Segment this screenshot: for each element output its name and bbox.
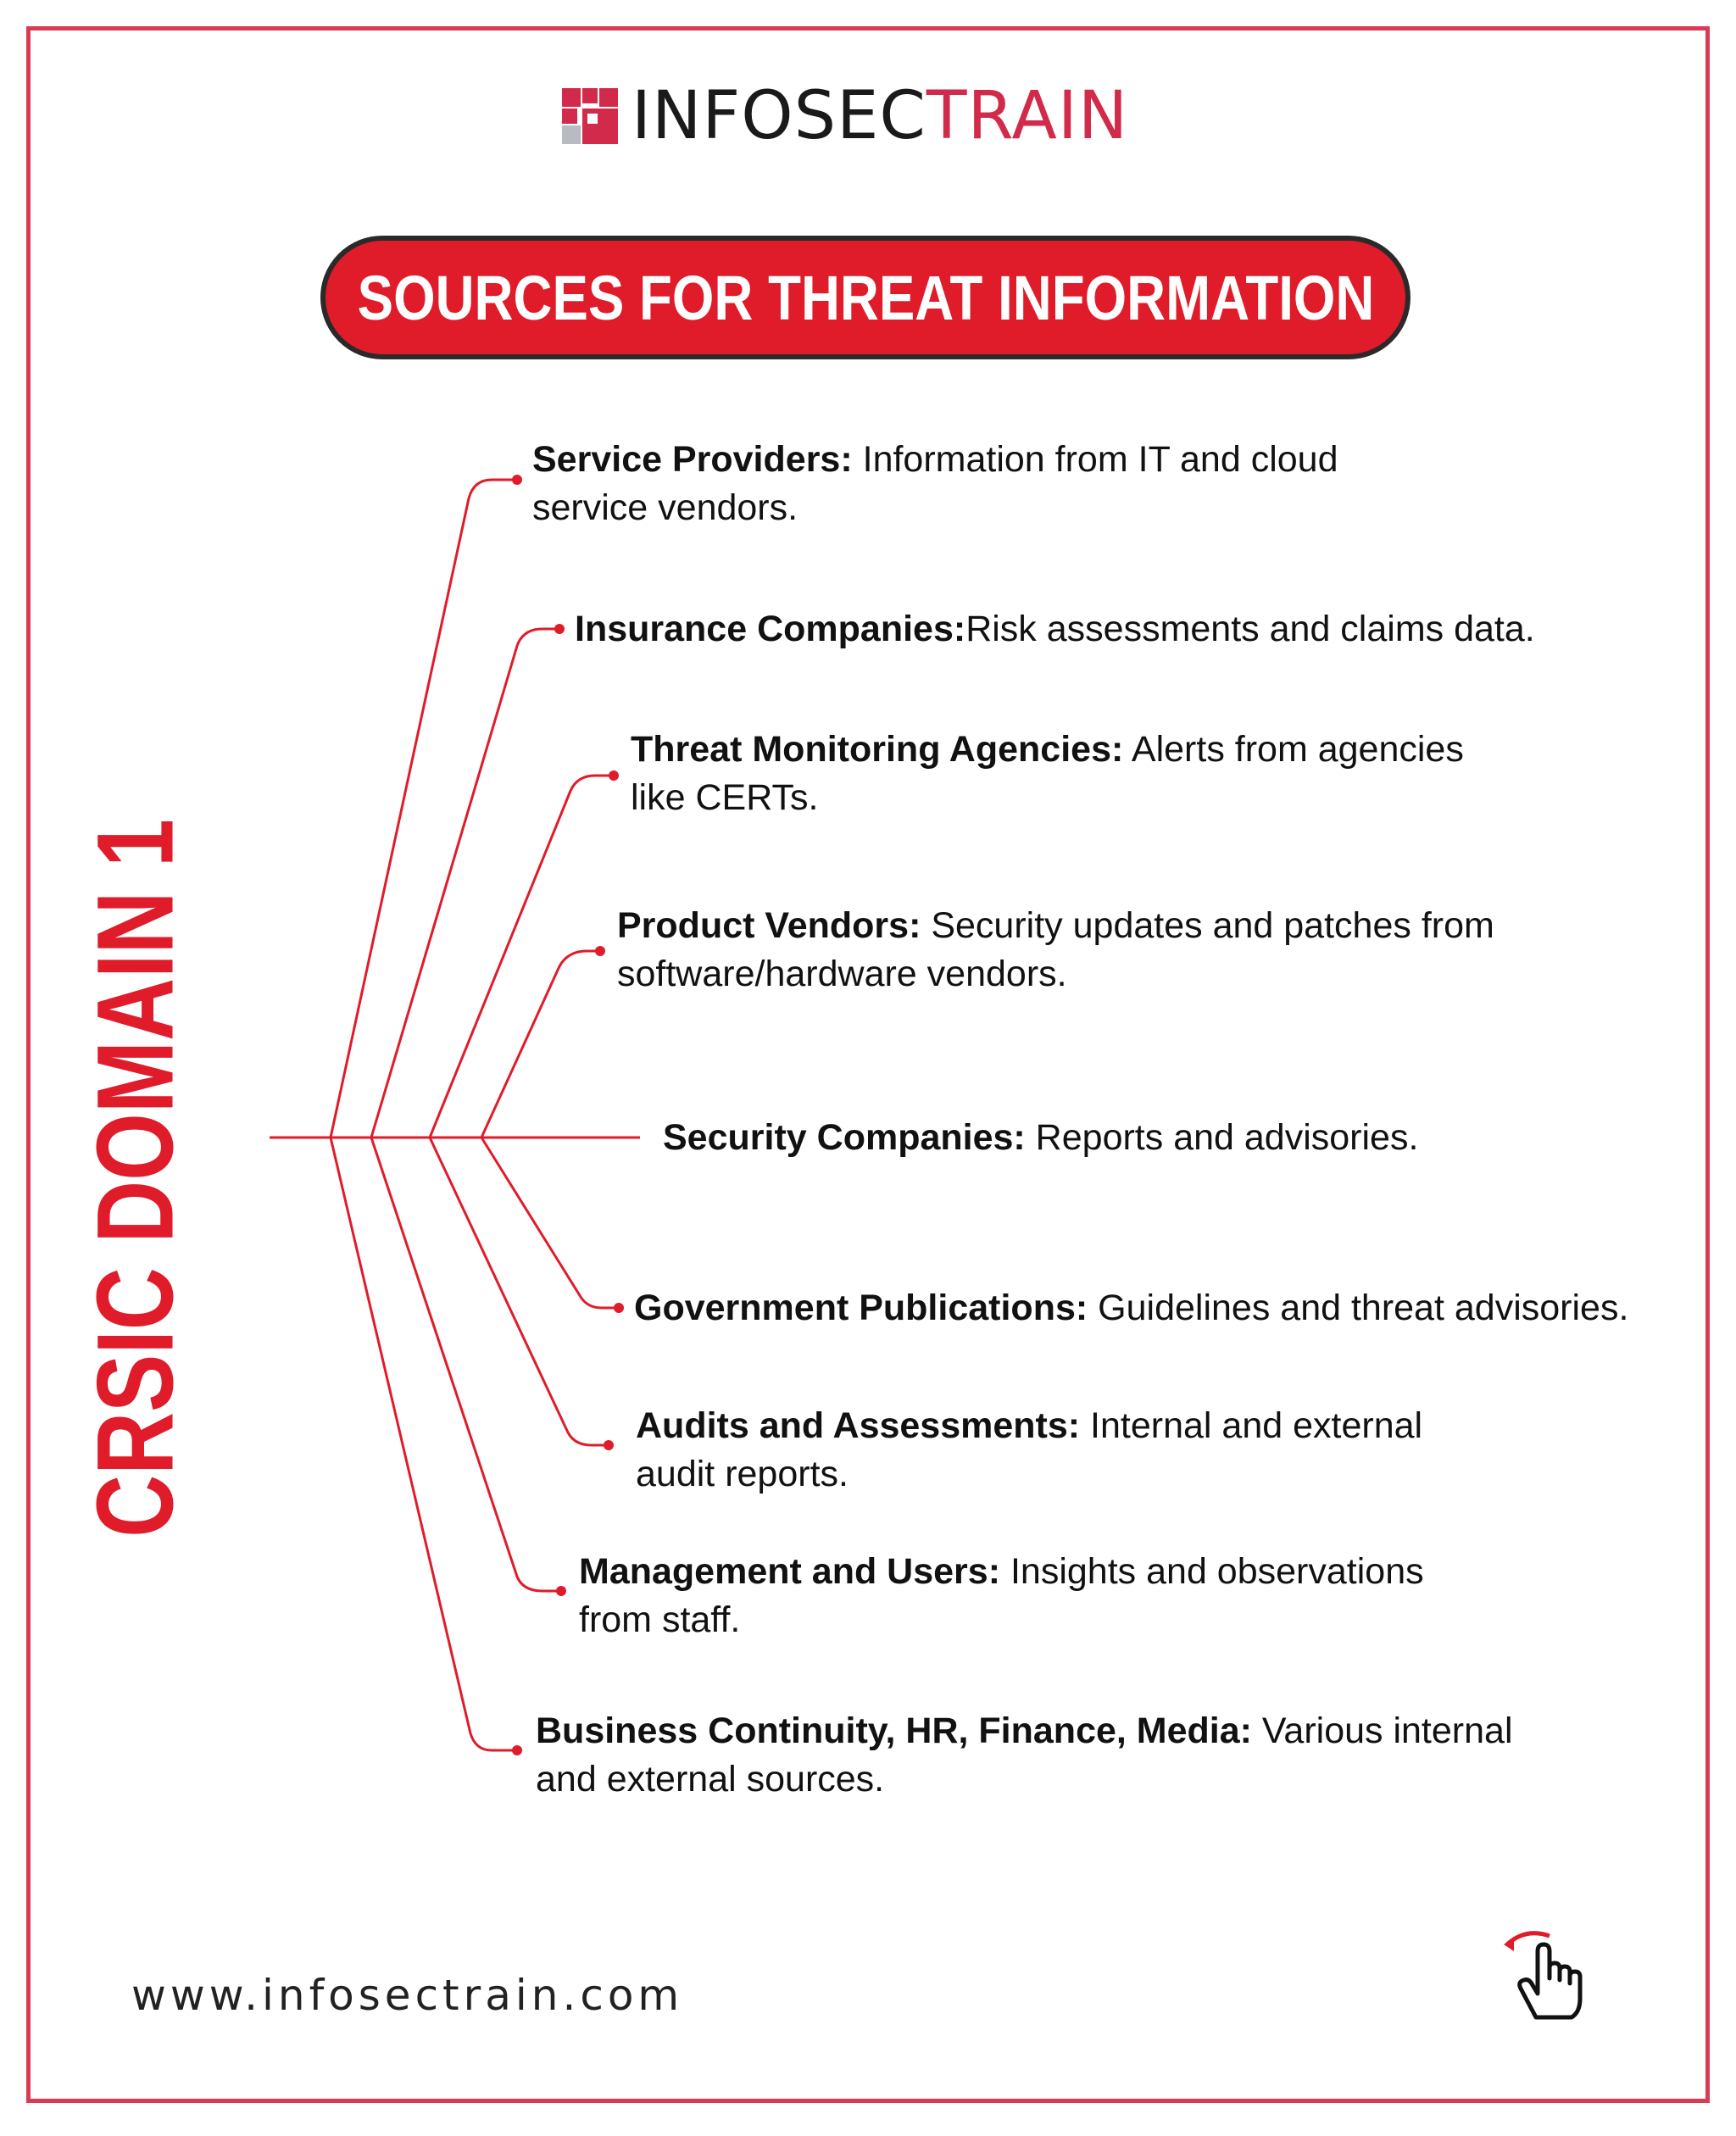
branch-6	[481, 1138, 619, 1308]
branch-2	[371, 629, 559, 1138]
branch-8	[371, 1138, 561, 1591]
list-item: Business Continuity, HR, Finance, Media: Various internal and external sources.	[536, 1710, 1513, 1799]
list-item: Audits and Assessments: Internal and external audit reports.	[636, 1405, 1423, 1494]
list-item: Threat Monitoring Agencies: Alerts from agencies like CERTs.	[631, 729, 1464, 818]
branch-4	[481, 951, 600, 1138]
node-dot	[512, 1745, 522, 1755]
footer-url[interactable]: www.infosectrain.com	[131, 1971, 684, 2020]
branch-1	[331, 480, 517, 1138]
list-item: Management and Users: Insights and observations from staff.	[579, 1551, 1424, 1640]
list-item: Service Providers: Information from IT and cloud service vendors.	[532, 439, 1338, 528]
page-title: SOURCES FOR THREAT INFORMATION	[357, 262, 1374, 333]
logo-wordmark: INFOSECTRAIN	[632, 78, 1129, 154]
node-dot	[609, 770, 619, 781]
node-dot	[614, 1303, 624, 1313]
list-item: Product Vendors: Security updates and patches from software/hardware vendors.	[617, 905, 1494, 994]
branch-9	[331, 1138, 517, 1750]
branch-3	[430, 776, 614, 1138]
node-dot	[512, 475, 522, 485]
node-dot	[554, 624, 565, 634]
node-dot	[556, 1586, 566, 1596]
list-item: Government Publications: Guidelines and threat advisories.	[634, 1288, 1629, 1328]
node-dot	[604, 1440, 614, 1450]
list-item: Security Companies: Reports and advisories.	[663, 1117, 1419, 1158]
list-item: Insurance Companies:Risk assessments and claims data.	[575, 609, 1535, 649]
side-label-text: CRSIC DOMAIN 1	[75, 819, 197, 1538]
branch-7	[430, 1138, 609, 1445]
node-dot	[595, 946, 605, 956]
hand-pointer-icon	[1500, 1916, 1611, 2026]
